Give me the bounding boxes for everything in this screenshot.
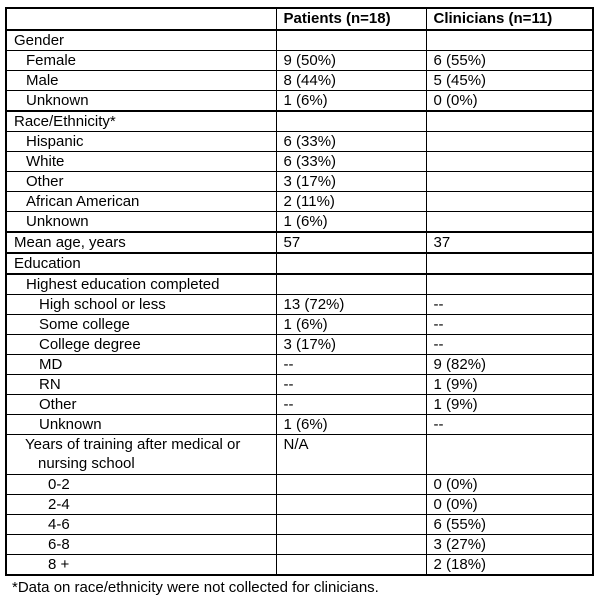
row-label: High school or less [6, 295, 276, 315]
row-label: 8 + [6, 555, 276, 576]
patients-value: 1 (6%) [276, 315, 426, 335]
patients-value: 57 [276, 232, 426, 253]
table-row [6, 132, 593, 152]
row-label: Hispanic [6, 132, 276, 152]
table-row [6, 435, 593, 475]
table-row [6, 395, 593, 415]
clinicians-value [426, 111, 593, 132]
row-label: Unknown [6, 212, 276, 233]
clinicians-value: 0 (0%) [426, 91, 593, 112]
clinicians-value [426, 212, 593, 233]
clinicians-value: 9 (82%) [426, 355, 593, 375]
row-label: Unknown [6, 91, 276, 112]
row-label: Highest education completed [6, 274, 276, 295]
patients-value: -- [276, 375, 426, 395]
patients-value: 8 (44%) [276, 71, 426, 91]
table-row [6, 295, 593, 315]
row-label: 6-8 [6, 535, 276, 555]
patients-value: 1 (6%) [276, 212, 426, 233]
row-label: Unknown [6, 415, 276, 435]
table-row [6, 91, 593, 112]
table-row [6, 475, 593, 495]
row-label: 2-4 [6, 495, 276, 515]
patients-value: 13 (72%) [276, 295, 426, 315]
header-patients: Patients (n=18) [276, 8, 426, 30]
row-label: African American [6, 192, 276, 212]
clinicians-value: 6 (55%) [426, 515, 593, 535]
row-label: Female [6, 51, 276, 71]
row-label: College degree [6, 335, 276, 355]
clinicians-value [426, 152, 593, 172]
row-label: Years of training after medical or nursing school [6, 435, 276, 475]
table-row [6, 535, 593, 555]
clinicians-value [426, 274, 593, 295]
patients-value: 1 (6%) [276, 91, 426, 112]
clinicians-value: 1 (9%) [426, 375, 593, 395]
clinicians-value [426, 253, 593, 274]
demographics-table [5, 7, 594, 576]
clinicians-value: 37 [426, 232, 593, 253]
row-label: Race/Ethnicity* [6, 111, 276, 132]
clinicians-value: -- [426, 315, 593, 335]
clinicians-value: 3 (27%) [426, 535, 593, 555]
row-label: Some college [6, 315, 276, 335]
row-label: Other [6, 395, 276, 415]
patients-value [276, 274, 426, 295]
clinicians-value: 0 (0%) [426, 495, 593, 515]
patients-value [276, 253, 426, 274]
patients-value [276, 495, 426, 515]
clinicians-value: -- [426, 335, 593, 355]
table-row [6, 71, 593, 91]
patients-value [276, 515, 426, 535]
table-row [6, 253, 593, 274]
patients-value: 3 (17%) [276, 172, 426, 192]
patients-value: 6 (33%) [276, 132, 426, 152]
clinicians-value [426, 172, 593, 192]
clinicians-value: 6 (55%) [426, 51, 593, 71]
page [5, 7, 595, 597]
table-row [6, 415, 593, 435]
table-row [6, 555, 593, 576]
table-row [6, 335, 593, 355]
row-label: White [6, 152, 276, 172]
header-clinicians: Clinicians (n=11) [426, 8, 593, 30]
patients-value: 9 (50%) [276, 51, 426, 71]
row-label: Male [6, 71, 276, 91]
row-label: Other [6, 172, 276, 192]
table-row [6, 172, 593, 192]
patients-value: 6 (33%) [276, 152, 426, 172]
row-label: 0-2 [6, 475, 276, 495]
clinicians-value: 2 (18%) [426, 555, 593, 576]
patients-value: 1 (6%) [276, 415, 426, 435]
table-row [6, 30, 593, 51]
table-row [6, 495, 593, 515]
clinicians-value [426, 30, 593, 51]
table-row [6, 111, 593, 132]
row-label: Mean age, years [6, 232, 276, 253]
table-row [6, 152, 593, 172]
patients-value: N/A [276, 435, 426, 475]
row-label: RN [6, 375, 276, 395]
patients-value [276, 30, 426, 51]
clinicians-value [426, 132, 593, 152]
row-label: Gender [6, 30, 276, 51]
header-row [6, 8, 593, 30]
patients-value [276, 111, 426, 132]
patients-value [276, 475, 426, 495]
header-empty-cell [6, 8, 276, 30]
table-row [6, 232, 593, 253]
clinicians-value: 1 (9%) [426, 395, 593, 415]
table-row [6, 355, 593, 375]
clinicians-value: 0 (0%) [426, 475, 593, 495]
footnote: *Data on race/ethnicity were not collected for clinicians. [12, 579, 379, 596]
patients-value [276, 555, 426, 576]
table-row [6, 51, 593, 71]
clinicians-value [426, 435, 593, 475]
row-label: MD [6, 355, 276, 375]
table-row [6, 375, 593, 395]
table-row [6, 212, 593, 233]
row-label: 4-6 [6, 515, 276, 535]
patients-value: 2 (11%) [276, 192, 426, 212]
clinicians-value: -- [426, 295, 593, 315]
patients-value: -- [276, 395, 426, 415]
row-label: Education [6, 253, 276, 274]
patients-value [276, 535, 426, 555]
table-row [6, 274, 593, 295]
table-row [6, 192, 593, 212]
patients-value: 3 (17%) [276, 335, 426, 355]
clinicians-value: 5 (45%) [426, 71, 593, 91]
table-row [6, 315, 593, 335]
patients-value: -- [276, 355, 426, 375]
clinicians-value: -- [426, 415, 593, 435]
table-row [6, 515, 593, 535]
clinicians-value [426, 192, 593, 212]
